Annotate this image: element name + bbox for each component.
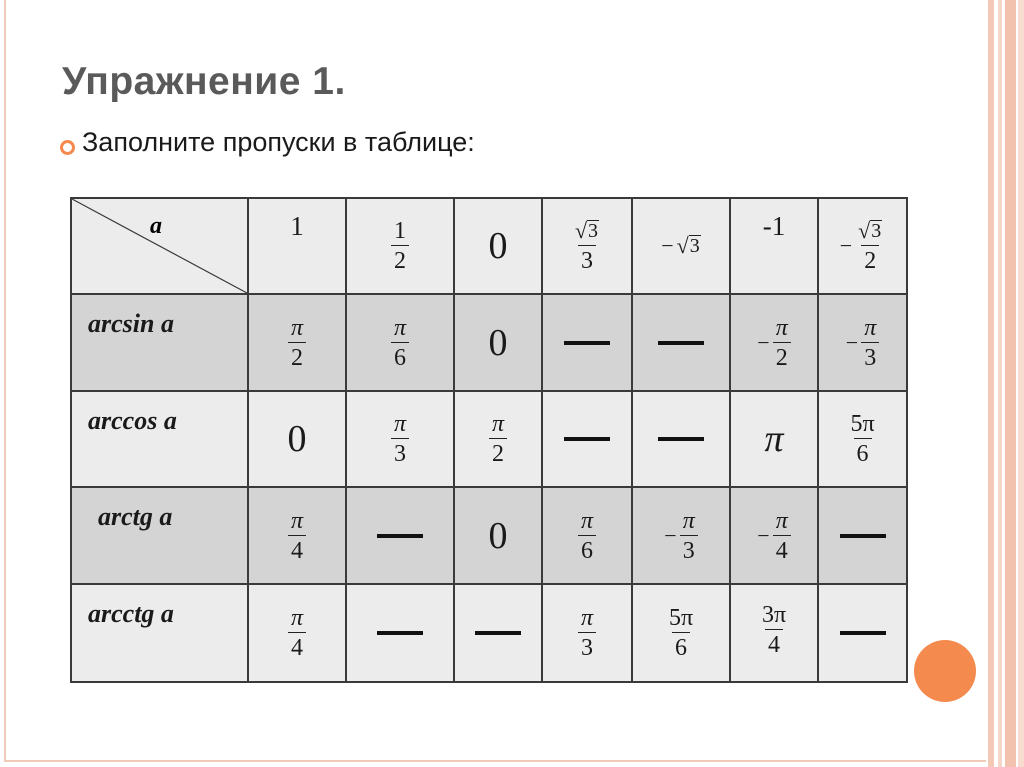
header-a-label: a xyxy=(150,213,162,239)
slide-title: Упражнение 1. xyxy=(62,60,346,103)
arc-functions-table xyxy=(70,197,908,683)
fraction xyxy=(666,606,696,660)
table-row-arcsin xyxy=(71,294,907,391)
radical-sign: √ xyxy=(676,233,689,258)
fraction-denominator: 2 xyxy=(861,245,879,273)
table-cell xyxy=(248,487,346,584)
fraction-denominator: 6 xyxy=(672,632,690,660)
table-cell xyxy=(454,294,542,391)
row-label-cell xyxy=(71,584,248,682)
fraction xyxy=(578,606,596,660)
header-row xyxy=(71,198,907,294)
radicand: 3 xyxy=(588,220,599,242)
dash-no-value xyxy=(840,534,886,538)
fraction xyxy=(759,603,789,657)
table-cell xyxy=(346,391,454,487)
fraction-denominator: 6 xyxy=(854,438,872,466)
table-cell xyxy=(248,198,346,294)
fraction xyxy=(855,219,885,273)
table-cell xyxy=(730,198,818,294)
fraction-numerator: 5π xyxy=(668,605,694,631)
radical-sign: √ xyxy=(574,218,588,243)
table-row-arctg xyxy=(71,487,907,584)
header-corner-cell xyxy=(71,198,248,294)
fraction-numerator: π xyxy=(491,411,505,437)
fraction-numerator: π xyxy=(775,507,788,534)
fraction-numerator: π xyxy=(580,605,594,631)
minus-sign: − xyxy=(757,329,770,355)
fraction-numerator: 3π xyxy=(761,602,787,628)
fraction-denominator: 4 xyxy=(288,632,306,660)
table-cell xyxy=(632,584,730,682)
fraction-denominator: 4 xyxy=(288,535,306,563)
dash-no-value xyxy=(658,341,704,345)
fraction-denominator: 4 xyxy=(765,629,783,657)
radicand: 3 xyxy=(871,220,882,242)
table-cell xyxy=(542,294,632,391)
fraction-denominator: 3 xyxy=(578,632,596,660)
fraction-numerator xyxy=(572,219,602,245)
fraction-numerator: π xyxy=(864,314,877,341)
fraction-denominator: 2 xyxy=(288,342,306,370)
row-label: arcsin a xyxy=(88,309,174,338)
decorative-stripe xyxy=(998,0,1002,767)
table-cell xyxy=(818,294,907,391)
table-cell xyxy=(248,391,346,487)
fraction-numerator: 5π xyxy=(850,411,875,437)
table-cell xyxy=(248,584,346,682)
cell-value: 1 xyxy=(290,211,304,241)
fraction xyxy=(680,509,698,563)
table-row-arccos xyxy=(71,391,907,487)
table-cell xyxy=(542,584,632,682)
fraction-denominator: 2 xyxy=(489,438,507,466)
table-cell xyxy=(730,487,818,584)
table-cell xyxy=(542,198,632,294)
table-cell xyxy=(346,294,454,391)
row-label-cell xyxy=(71,294,248,391)
table-cell xyxy=(730,584,818,682)
fraction xyxy=(391,412,409,466)
minus-sign: − xyxy=(839,233,853,258)
fraction xyxy=(773,316,791,370)
radical-sign: √ xyxy=(858,218,871,243)
minus-sign: − xyxy=(757,522,770,548)
fraction-denominator: 2 xyxy=(773,342,791,370)
fraction xyxy=(572,219,602,273)
fraction xyxy=(391,219,409,273)
table-cell xyxy=(542,487,632,584)
cell-value: π xyxy=(764,418,784,460)
row-label-cell xyxy=(71,487,248,584)
table-cell xyxy=(454,487,542,584)
fraction-numerator: π xyxy=(580,507,594,534)
table-cell xyxy=(632,487,730,584)
dash-no-value xyxy=(658,437,704,441)
row-label: arctg a xyxy=(98,502,173,531)
decorative-circle xyxy=(914,640,976,702)
decorative-stripe xyxy=(1005,0,1016,767)
bullet-text: Заполните пропуски в таблице: xyxy=(82,127,475,157)
fraction xyxy=(391,316,409,370)
dash-no-value xyxy=(564,437,610,441)
cell-value: 0 xyxy=(488,514,508,557)
fraction-numerator: π xyxy=(290,314,304,341)
sqrt-expression xyxy=(677,235,701,257)
fraction-denominator: 3 xyxy=(578,245,596,273)
fraction-numerator: π xyxy=(393,411,407,437)
fraction xyxy=(578,509,596,563)
table-cell xyxy=(454,584,542,682)
fraction-denominator: 6 xyxy=(391,342,409,370)
fraction-denominator: 4 xyxy=(773,535,791,563)
fraction-numerator xyxy=(855,219,885,245)
table-cell xyxy=(346,198,454,294)
fraction-numerator: π xyxy=(682,507,695,534)
bullet-icon xyxy=(60,140,75,155)
table-cell xyxy=(818,198,907,294)
table-cell xyxy=(346,584,454,682)
fraction-denominator: 3 xyxy=(391,438,409,466)
minus-sign: − xyxy=(664,522,677,548)
row-label: arccos a xyxy=(88,406,177,435)
fraction xyxy=(288,606,306,660)
fraction-numerator: π xyxy=(290,605,304,631)
fraction-denominator: 3 xyxy=(680,535,698,563)
row-label-cell xyxy=(71,391,248,487)
table-cell xyxy=(632,198,730,294)
table-cell xyxy=(346,487,454,584)
table-cell xyxy=(818,391,907,487)
dash-no-value xyxy=(840,631,886,635)
decorative-stripe xyxy=(988,0,994,767)
decorative-stripe xyxy=(1018,0,1024,767)
table-cell xyxy=(730,294,818,391)
fraction-numerator: 1 xyxy=(394,218,406,244)
fraction xyxy=(288,509,306,563)
table-cell xyxy=(454,198,542,294)
fraction-denominator: 2 xyxy=(391,245,409,273)
fraction xyxy=(288,316,306,370)
table-cell xyxy=(730,391,818,487)
table-cell xyxy=(542,391,632,487)
table-cell xyxy=(454,391,542,487)
row-label: arcctg a xyxy=(88,599,174,628)
table-cell xyxy=(818,584,907,682)
fraction-denominator: 6 xyxy=(578,535,596,563)
fraction-denominator: 3 xyxy=(861,342,879,370)
sqrt-expression xyxy=(858,220,882,242)
cell-value: -1 xyxy=(762,211,786,241)
fraction xyxy=(847,412,877,466)
cell-value: 0 xyxy=(488,321,508,364)
fraction xyxy=(489,412,507,466)
minus-sign: − xyxy=(661,233,674,258)
table-cell xyxy=(632,294,730,391)
fraction-numerator: π xyxy=(775,314,788,341)
dash-no-value xyxy=(377,534,423,538)
fraction xyxy=(773,509,791,563)
radicand: 3 xyxy=(689,235,700,257)
minus-sign: − xyxy=(845,329,859,355)
table-cell xyxy=(248,294,346,391)
cell-value: 0 xyxy=(287,418,307,460)
fraction-numerator: π xyxy=(290,507,304,534)
dash-no-value xyxy=(377,631,423,635)
cell-value: 0 xyxy=(488,225,508,267)
dash-no-value xyxy=(475,631,521,635)
sqrt-expression xyxy=(575,220,599,242)
fraction-numerator: π xyxy=(393,314,407,341)
fraction xyxy=(861,316,879,370)
table-cell xyxy=(632,391,730,487)
table-row-arcctg xyxy=(71,584,907,682)
dash-no-value xyxy=(564,341,610,345)
table-cell xyxy=(818,487,907,584)
